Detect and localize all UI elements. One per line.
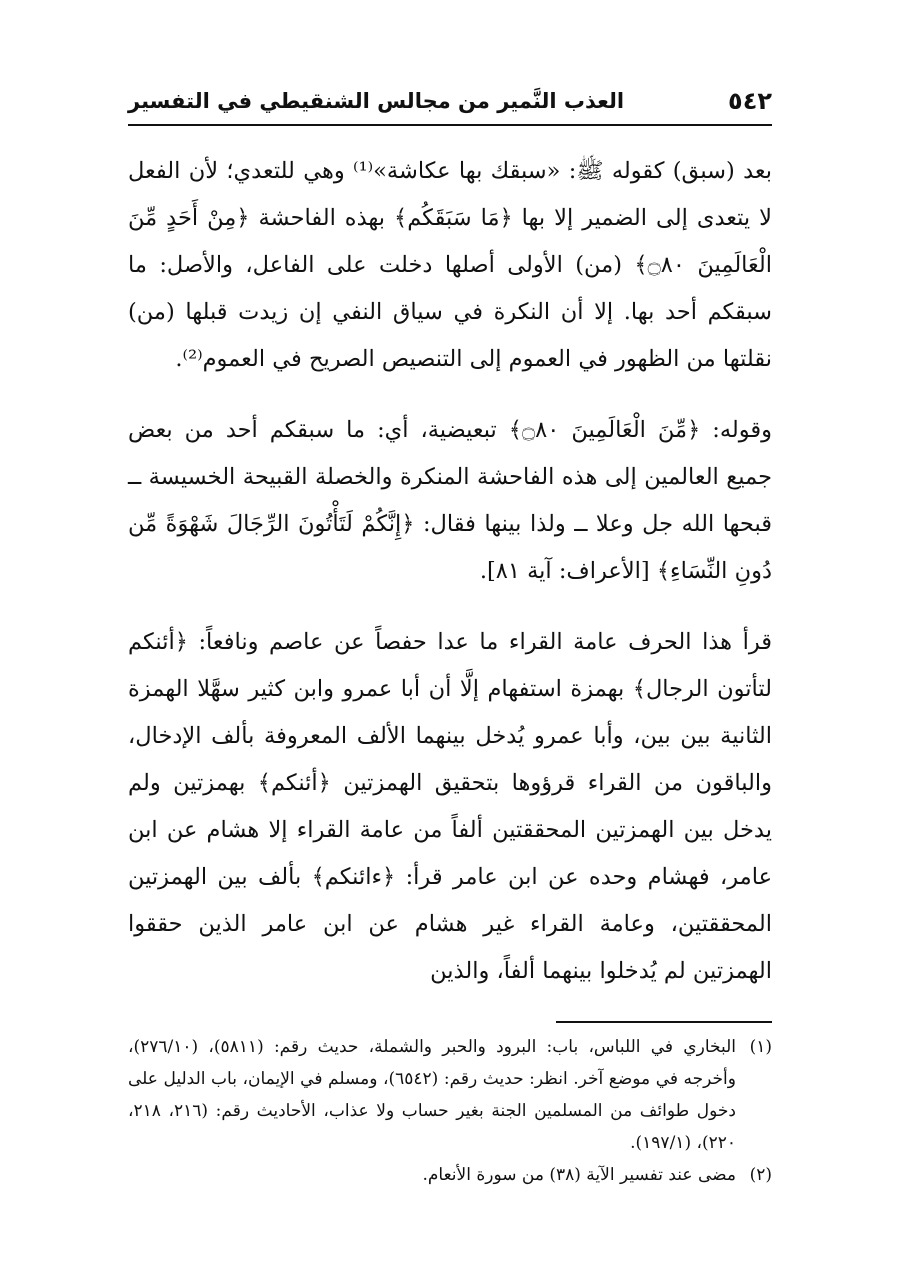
running-header [128,86,772,126]
book-title: العذب النَّمير من مجالس الشنقيطي في التفسير [128,89,625,113]
page-number: ٥٤٢ [728,87,772,115]
paragraph: بعد (سبق) كقوله ﷺ: «سبقك بها عكاشة»⁽¹⁾ وهي للتعدي؛ لأن الفعل لا يتعدى إلى الضمير إلا بها ﴿مَا سَبَقَكُم﴾ بهذه الفاحشة ﴿مِنْ أَحَدٍ مِّنَ الْعَالَمِينَ ۝٨٠﴾ (من) الأولى أصلها دخلت على الفاعل، والأصل: ما سبقكم أحد بها. إلا أن النكرة في سياق النفي إن زيدت قبلها (من) نقلتها من الظهور في العموم إلى التنصيص الصريح في العموم⁽²⁾. [128,158,773,372]
footnote-marker: (٢) [749,1165,772,1185]
footnote-marker: (١) [749,1037,773,1057]
footnote-text: البخاري في اللباس، باب: البرود والحبر والشملة، حديث رقم: (٥٨١١)، (٢٧٦/١٠)، وأخرجه في موضع آخر. انظر: حديث رقم: (٦٥٤٢)، ومسلم في الإيمان، باب الدليل على دخول طوائف من المسلمين الجنة بغير حساب ولا عذاب، الأحاديث رقم: (٢١٦، ٢١٨، ٢٢٠)، (١٩٧/١). [128,1037,737,1153]
footnote-separator [556,1021,772,1023]
footnote [128,1031,772,1159]
footnote-text: مضى عند تفسير الآية (٣٨) من سورة الأنعام. [422,1165,736,1185]
main-text [128,148,772,995]
footnotes [128,1031,772,1191]
paragraph: قرأ هذا الحرف عامة القراء ما عدا حفصاً عن عاصم ونافعاً: ﴿أئنكم لتأتون الرجال﴾ بهمزة استفهام إلَّا أن أبا عمرو وابن كثير سهَّلا الهمزة الثانية بين بين، وأبا عمرو يُدخل بينهما الألف المعروفة بألف الإدخال، والباقون من القراء قرؤوها بتحقيق الهمزتين ﴿أئنكم﴾ بهمزتين ولم يدخل بين الهمزتين المحققتين ألفاً من عامة القراء إلا هشام عن ابن عامر، فهشام وحده عن ابن عامر قرأ: ﴿ءائنكم﴾ بألف بين الهمزتين المحققتين، وعامة القراء غير هشام عن ابن عامر الذين حققوا الهمزتين لم يُدخلوا بينهما ألفاً، والذين [128,629,772,984]
footnote [128,1159,772,1191]
paragraph: وقوله: ﴿مِّنَ الْعَالَمِينَ ۝٨٠﴾ تبعيضية، أي: ما سبقكم أحد من بعض جميع العالمين إلى هذه الفاحشة المنكرة والخصلة القبيحة الخسيسة ــ قبحها الله جل وعلا ــ ولذا بينها فقال: ﴿إِنَّكُمْ لَتَأْتُونَ الرِّجَالَ شَهْوَةً مِّن دُونِ النِّسَاءِ﴾ [الأعراف: آية ٨١]. [128,417,772,584]
